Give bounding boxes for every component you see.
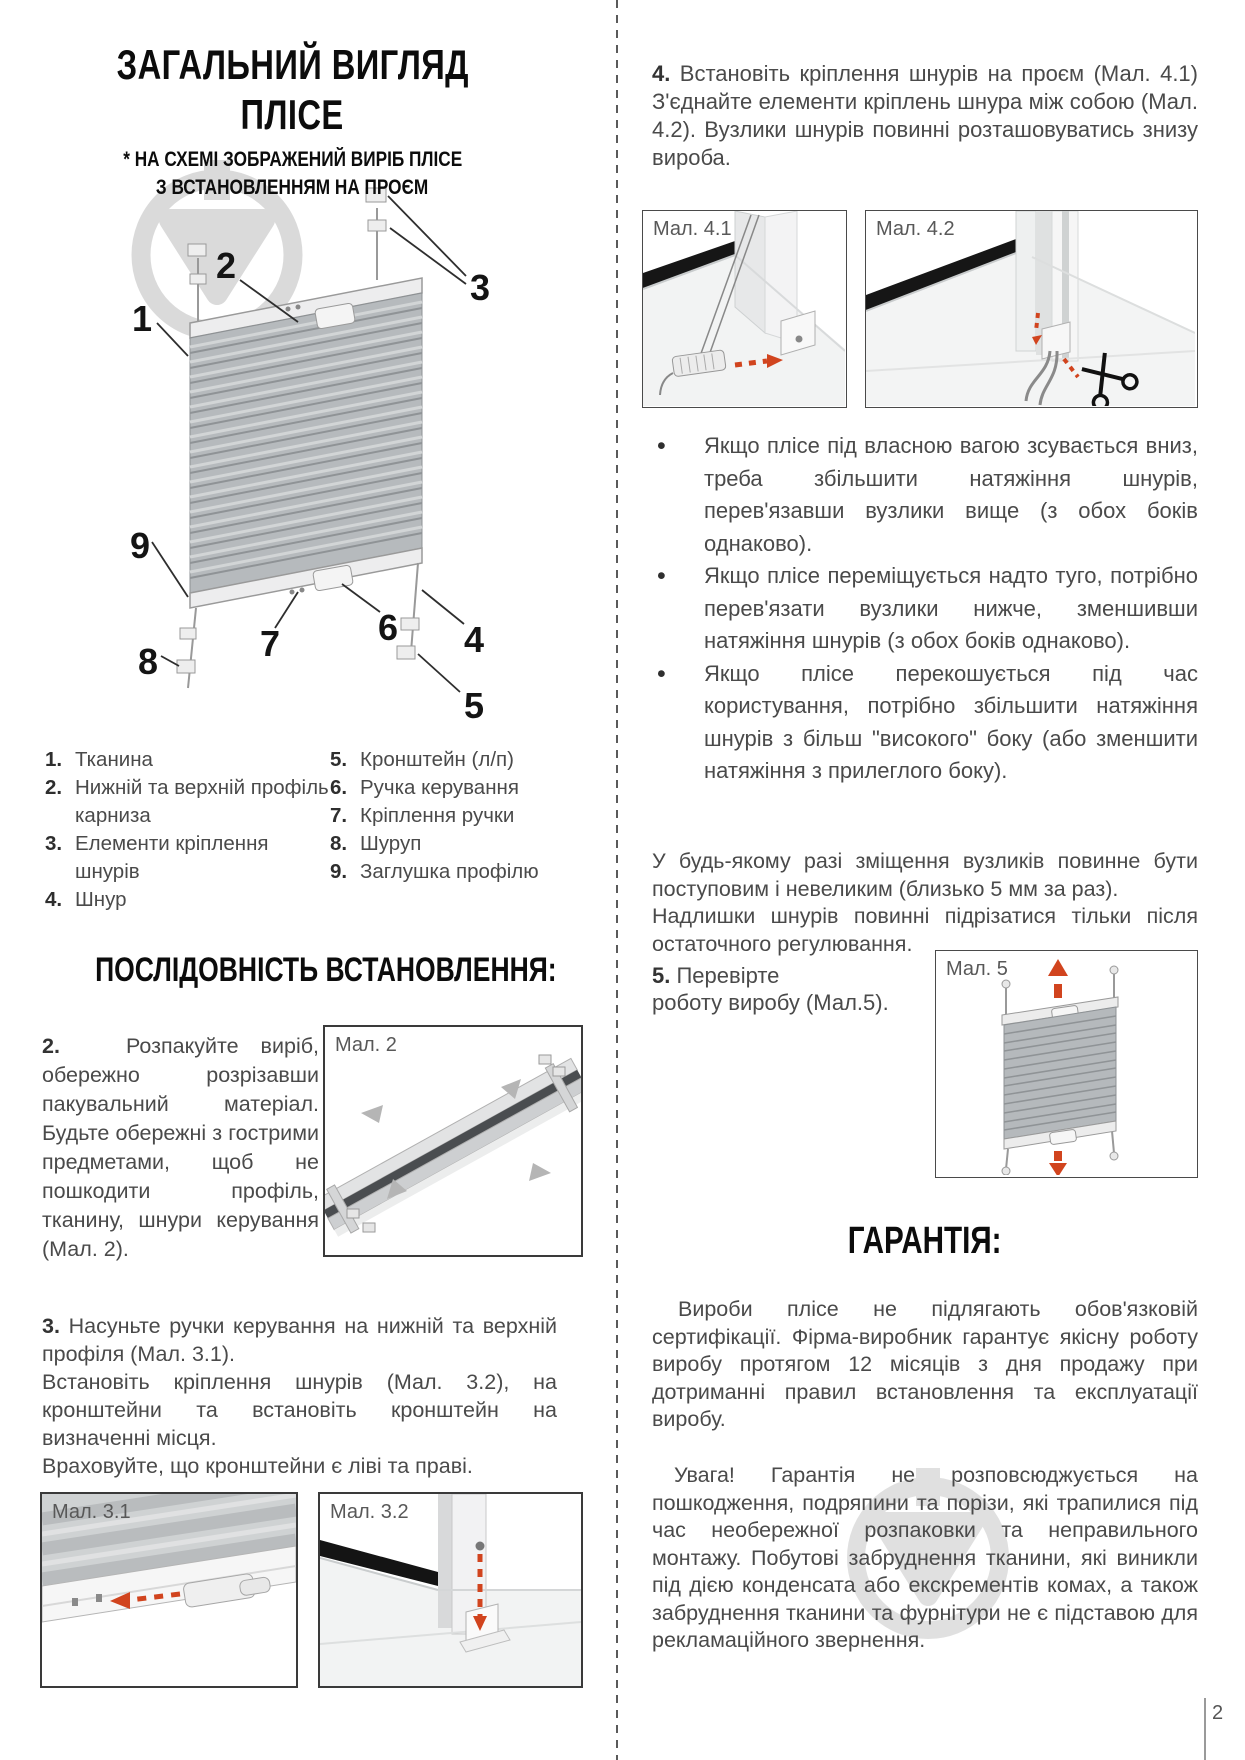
page-title [30,40,555,140]
list-item: • Якщо плісе переміщується надто туго, потрібно перев'язати вузлики нижче, зменшивши натяжіння шнурів (з обох боків однаково). [652,560,1198,658]
subtitle-line2: З ВСТАНОВЛЕННЯМ НА ПРОЄМ [156,176,429,199]
title-line1: ЗАГАЛЬНИЙ ВИГЛЯД [116,41,469,88]
packed-blind [325,1055,581,1239]
callout-6: 6 [377,607,399,648]
warranty-paragraph-1: Вироби плісе не підлягають обов'язковій сертифікації. Фірма-виробник гарантує якісну роботу виробу протягом 12 місяців з дня продажу при дотриманні правил встановлення та експлуатації виробу. [652,1297,1198,1431]
warranty-heading: ГАРАНТІЯ: [848,1220,1002,1262]
figure-3-2 [318,1492,583,1688]
callout-5: 5 [463,685,485,725]
legend-item: 5. Кронштейн (л/п) [330,748,514,771]
step-2-number: 2. [42,1034,60,1058]
step-4-text: 4. Встановіть кріплення шнурів на проєм (Мал. 4.1) З'єднайте елементи кріплень шнура між собою (Мал. 4.2). Вузлики шнурів повинні розташовуватись знизу вироба. [652,61,1198,170]
callout-7: 7 [259,623,281,664]
parts-legend [45,746,565,914]
figure-3-2-label: Мал. 3.2 [330,1501,409,1523]
step-4-number: 4. [652,61,671,86]
figure-2 [323,1025,583,1257]
legend-item: 7. Кріплення ручки [330,804,515,827]
page-subtitle [30,146,555,202]
legend-item: 1. Тканина [45,748,153,771]
list-item: • Якщо плісе під власною вагою зсувається вниз, треба збільшити натяжіння шнурів, перев'язавши вузлики вище (з обох боків однаково). [652,430,1198,560]
column-divider [616,0,618,1760]
figure-2-label: Мал. 2 [335,1034,397,1056]
blind-overview-diagram [30,160,555,725]
figure-2-illustration [325,1027,581,1255]
install-sequence-heading: ПОСЛІДОВНІСТЬ ВСТАНОВЛЕННЯ: [95,951,557,989]
step-3-text: 3. Насуньте ручки керування на нижній та верхній профіля (Мал. 3.1). Встановіть кріплення шнурів (Мал. 3.2), на кронштейни та встановіть кронштейн на визначенні місця. Враховуйте, що кронштейни є ліві та праві. [42,1314,557,1478]
legend-item: 6. Ручка керування [330,776,519,799]
callout-9: 9 [129,525,151,566]
callout-2: 2 [215,245,237,286]
legend-item: 4. Шнур [45,888,127,911]
pleated-fabric [1004,1007,1116,1139]
red-arrow-up-icon [1048,959,1068,998]
callout-3: 3 [469,267,491,308]
warranty-paragraph-2: Увага! Гарантія не розповсюджується на пошкодження, подряпини та порізи, які трапилися під час необережної розпаковки та неправильного монтажу. Побутові забруднення тканини, які виникли під дією конденсата або екскрементів комах, а також забруднення тканини та фурнітури не є підставою для рекламаційного звернення. [652,1463,1198,1652]
figure-3-1 [40,1492,298,1688]
figure-5-label: Мал. 5 [946,958,1008,980]
figure-4-2 [865,210,1198,408]
step-3-number: 3. [42,1314,60,1338]
legend-item: 2. Нижній та верхній профіль карниза [45,776,329,827]
figure-4-2-label: Мал. 4.2 [876,218,955,240]
figure-4-1 [642,210,847,408]
callout-4: 4 [463,619,485,660]
subtitle-line1: * НА СХЕМІ ЗОБРАЖЕНИЙ ВИРІБ ПЛІСЕ [123,148,462,171]
legend-item: 3. Елементи кріплення шнурів [45,832,269,883]
adjustment-tips-list [652,430,1198,788]
legend-item: 8. Шуруп [330,832,422,855]
pleated-fabric [190,293,422,593]
figure-5-illustration [936,951,1195,1175]
adjustment-note: У будь-якому разі зміщення вузликів повинне бути поступовим і невеликим (близько 5 мм за раз). Надлишки шнурів повинні підрізатися тільки після остаточного регулювання. [652,849,1198,956]
legend-item: 9. Заглушка профілю [330,860,539,883]
page-number: 2 [1212,1702,1224,1724]
callout-1: 1 [131,298,153,339]
page-number-divider [1204,1698,1206,1760]
title-line2: ПЛІСЕ [240,91,345,138]
callout-8: 8 [137,641,159,682]
list-item: • Якщо плісе перекошується під час користування, потрібно збільшити натяжіння шнурів з більш "високого" боку (або зменшити натяжіння з прилеглого боку). [652,658,1198,788]
figure-4-1-label: Мал. 4.1 [653,218,732,240]
red-arrow-down-icon [1049,1151,1067,1175]
figure-3-1-label: Мал. 3.1 [52,1501,131,1523]
step-5-text: 5. Перевірте роботу виробу (Мал.5). [652,963,889,1015]
step-5-number: 5. [652,963,671,988]
step-2-text: 2. Розпакуйте виріб, обережно розрізавши пакувальний матеріал. Будьте обережні з гострими предметами, щоб не пошкодити профіль, тканину, шнури керування (Мал. 2). [42,1034,320,1261]
figure-5 [935,950,1198,1178]
